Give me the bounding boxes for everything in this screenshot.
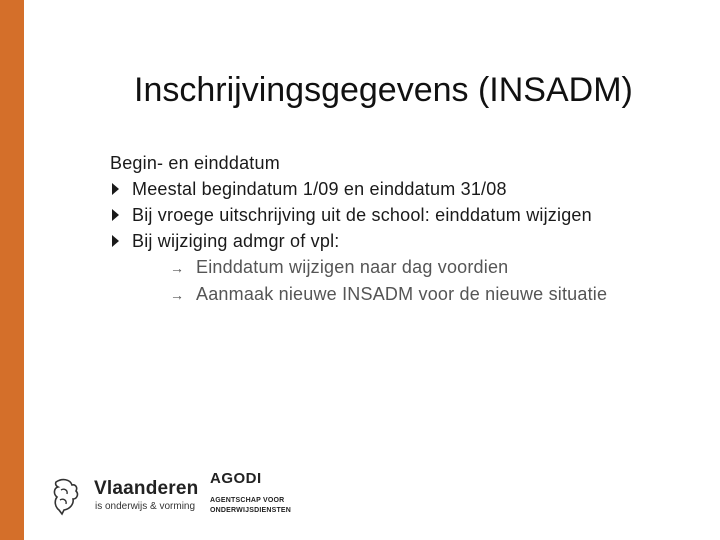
vlaanderen-tagline: is onderwijs & vorming xyxy=(95,501,196,512)
agodi-subtitle xyxy=(210,496,291,516)
flemish-lion-icon xyxy=(50,476,84,516)
accent-side-bar xyxy=(0,0,24,540)
sub-bullet-text: Einddatum wijzigen naar dag voordien xyxy=(196,257,509,277)
bullet-text: Meestal begindatum 1/09 en einddatum 31/08 xyxy=(132,179,507,199)
triangle-bullet-icon xyxy=(112,209,119,221)
slide-body xyxy=(110,150,700,308)
arrow-right-icon: → xyxy=(170,260,185,276)
bullet-text: Bij wijziging admgr of vpl: xyxy=(132,231,340,251)
agodi-subtitle-line: AGENTSCHAP VOOR xyxy=(210,497,285,504)
vlaanderen-logo-text: Vlaanderen xyxy=(94,478,199,499)
sub-bullet-item xyxy=(110,281,700,308)
body-heading: Begin- en einddatum xyxy=(110,153,280,173)
bullet-text: Bij vroege uitschrijving uit de school: einddatum wijzigen xyxy=(132,205,592,225)
bullet-item xyxy=(110,228,700,254)
agodi-subtitle-line: ONDERWIJSDIENSTEN xyxy=(210,507,292,514)
slide-title: Inschrijvingsgegevens (INSADM) xyxy=(134,71,633,109)
triangle-bullet-icon xyxy=(112,235,119,247)
sub-bullet-item xyxy=(110,254,700,281)
bullet-item xyxy=(110,176,700,202)
footer-logos xyxy=(50,468,300,524)
arrow-right-icon: → xyxy=(170,287,185,303)
agodi-logo-text: AGODI xyxy=(210,470,262,487)
triangle-bullet-icon xyxy=(112,183,119,195)
sub-bullet-text: Aanmaak nieuwe INSADM voor de nieuwe situatie xyxy=(196,284,608,304)
bullet-item xyxy=(110,202,700,228)
